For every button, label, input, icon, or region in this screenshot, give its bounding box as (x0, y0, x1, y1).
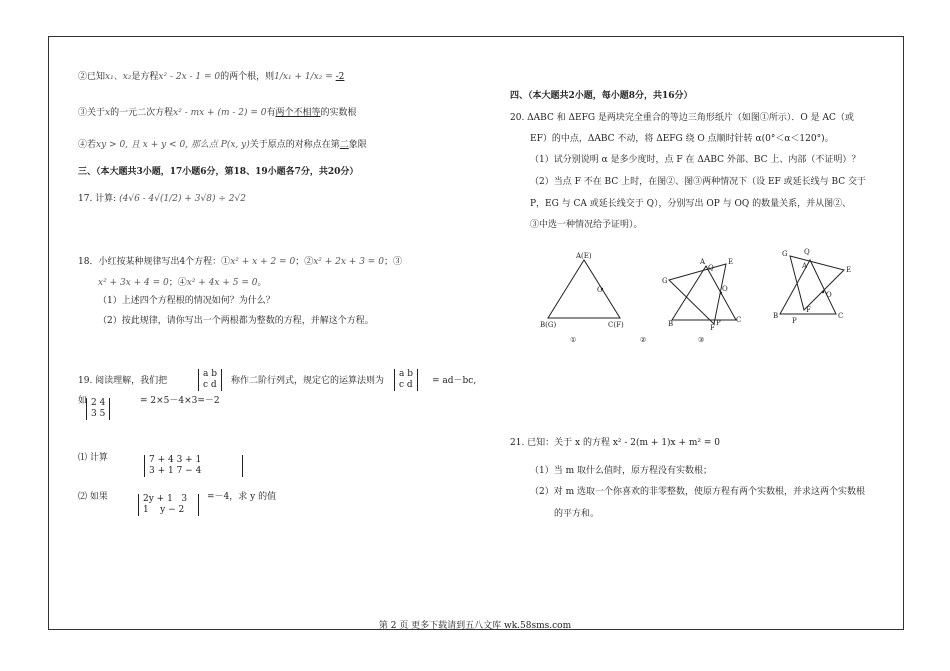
question-19-intro-a: 19. 阅读理解，我们把 (78, 376, 168, 386)
example-determinant: 2 4 3 5 (86, 398, 110, 420)
svg-text:E: E (846, 266, 852, 274)
question-20-line4: （2）当点 F 不在 BC 上时，在图②、图③两种情况下（设 EF 或延长线与 BC 交于 (530, 177, 867, 187)
svg-text:G: G (662, 277, 668, 285)
svg-text:G: G (782, 250, 788, 258)
question-19-intro-b: 称作二阶行列式，规定它的运算法则为 (231, 376, 385, 386)
section-3-heading: 三、（本大题共3小题，17小题6分，第18、19小题各7分，共20分） (78, 167, 359, 177)
svg-text:C: C (736, 316, 742, 324)
figure-1 (540, 252, 624, 329)
svg-text:C: C (838, 312, 844, 320)
svg-text:O: O (722, 285, 728, 293)
question-21-sub1: （1）当 m 取什么值时，原方程没有实数根； (530, 466, 712, 476)
answer-blank: 两个不相等 (275, 108, 321, 118)
determinant-calculate: 7 + 4 3 + 1 3 + 1 7 − 4 (144, 455, 205, 477)
question-19-intro-c: = ad－bc, (432, 376, 477, 386)
question-2: ②已知x₁、x₂是方程x² - 2x - 1 = 0的两个根，则1/x₁ + 1/x₂ = -2 (78, 72, 345, 82)
svg-text:F: F (806, 306, 811, 314)
determinant-right-bar (198, 494, 199, 516)
question-18-sub2: （2）按此规律，请你写出一个两根都为整数的方程，并解这个方程。 (98, 316, 374, 326)
svg-text:Q: Q (708, 264, 714, 272)
svg-text:Q: Q (804, 248, 810, 256)
section-4-heading: 四、（本大题共2小题，每小题8分，共16分） (510, 91, 693, 101)
answer-blank: -2 (335, 72, 345, 82)
figure-2 (662, 258, 741, 332)
question-4: ④若xy > 0, 且 x + y < 0, 那么点 P(x, y)关于原点的对称点在第二象限 (78, 140, 367, 150)
question-20-line1: 20. ΔABC 和 ΔEFG 是两块完全重合的等边三角形纸片（如图①所示）．O 是 AC（或 (510, 113, 854, 123)
svg-text:P: P (716, 319, 721, 327)
svg-text:C(F): C(F) (608, 321, 624, 329)
determinant-solve: 2y + 1 3 1 y − 2 (138, 494, 191, 516)
svg-text:A: A (700, 258, 706, 266)
caption-3: ③ (698, 336, 705, 344)
svg-text:O: O (826, 291, 832, 299)
question-18-line1: 18．小红按某种规律写出4个方程：①x² + x + 2 = 0；②x² + 2x + 3 = 0；③ (78, 257, 402, 267)
svg-text:A: A (802, 262, 808, 270)
svg-text:B(G): B(G) (540, 321, 557, 329)
question-20-line6: ③中选一种情况给予证明）。 (530, 220, 643, 230)
question-19-sub2-tail: =－4，求 y 的值 (207, 492, 277, 502)
question-18-sub1: （1）上述四个方程根的情况如何？为什么？ (98, 296, 275, 306)
triangle-figures (530, 248, 860, 348)
question-19-sub1-label: ⑴ 计算 (78, 453, 108, 463)
question-21-sub2: （2）对 m 选取一个你喜欢的非零整数，使原方程有两个实数根，并求这两个实数根 (530, 487, 865, 497)
determinant-definition: a b c d (198, 369, 222, 391)
question-17: 17. 计算: (4√6 - 4√(1/2) + 3√8) ÷ 2√2 (78, 194, 246, 204)
caption-2: ② (640, 336, 647, 344)
question-21-line1: 21. 已知：关于 x 的方程 x² - 2(m + 1)x + m² = 0 (510, 438, 721, 448)
question-3: ③关于x的一元二次方程x² - mx + (m - 2) = 0有两个不相等的实数根 (78, 108, 357, 118)
svg-text:P: P (792, 317, 797, 325)
question-20-line3: （1）试分别说明 α 是多少度时，点 F 在 ΔABC 外部、BC 上、内部（不证明）？ (530, 155, 861, 165)
question-20-line5: P，EG 与 CA 或延长线交于 Q），分别写出 OP 与 OQ 的数量关系，并从图②、 (530, 199, 852, 209)
svg-text:B: B (773, 312, 779, 320)
svg-text:B: B (668, 320, 674, 328)
caption-1: ① (570, 336, 577, 344)
determinant-right-bar (242, 455, 243, 477)
question-18-line2: x² + 3x + 4 = 0；④x² + 4x + 5 = 0。 (98, 278, 267, 288)
determinant-rule: a b c d (394, 369, 418, 391)
example-prefix: 如 (78, 396, 88, 406)
figure-3 (773, 248, 851, 325)
question-19-sub2-label: ⑵ 如果 (78, 492, 108, 502)
page-footer: 第 2 页 更多下载请到五八文库 wk.58sms.com (378, 621, 572, 631)
svg-text:A(E): A(E) (576, 252, 592, 260)
answer-blank: 二 (339, 140, 349, 150)
question-20-line2: EF）的中点，ΔABC 不动，将 ΔEFG 绕 O 点顺时针转 α(0°＜α＜120°)。 (530, 134, 834, 144)
example-result: = 2×5－4×3=－2 (140, 396, 220, 406)
svg-text:E: E (728, 258, 734, 266)
svg-text:F: F (710, 324, 715, 332)
question-21-sub2b: 的平方和。 (554, 509, 600, 519)
svg-text:O: O (597, 286, 603, 294)
